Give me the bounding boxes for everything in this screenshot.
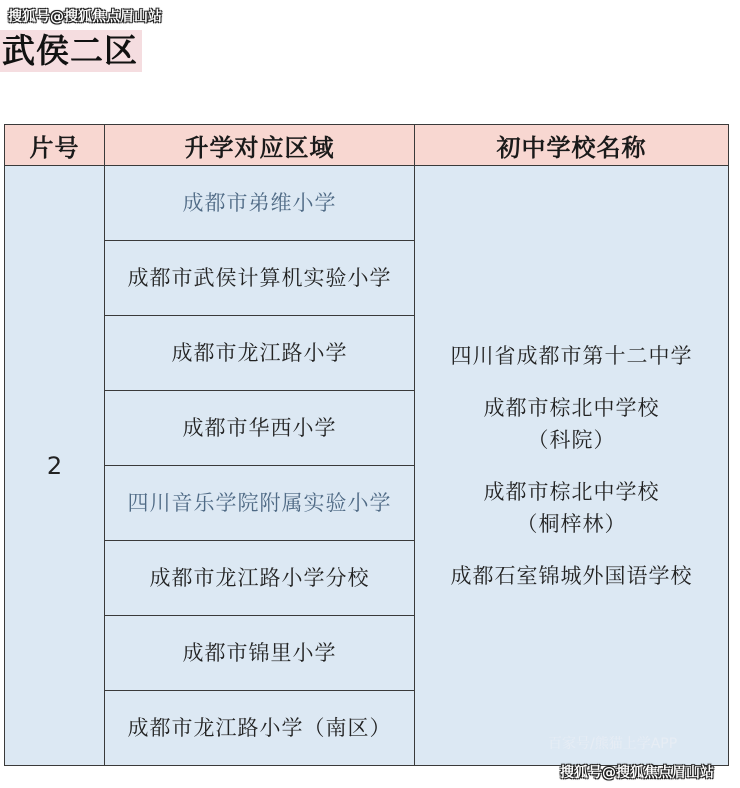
header-school-name: 初中学校名称 <box>415 125 729 166</box>
school-name: 成都石室锦城外国语学校 <box>450 563 693 588</box>
header-zone: 升学对应区域 <box>105 125 415 166</box>
schools-cell <box>415 166 729 766</box>
school-name: 四川省成都市第十二中学 <box>450 343 693 368</box>
school-entry <box>415 560 728 592</box>
table-header-row <box>5 125 729 166</box>
watermark-bottom: 搜狐号@搜狐焦点眉山站 <box>560 765 714 781</box>
table-row <box>5 166 729 241</box>
zone-cell: 成都市华西小学 <box>105 391 415 466</box>
watermark-top: 搜狐号@搜狐焦点眉山站 <box>8 9 162 25</box>
school-entry <box>415 476 728 540</box>
school-entry <box>415 340 728 372</box>
page-title: 武侯二区 <box>0 30 142 72</box>
zone-cell: 成都市弟维小学 <box>105 166 415 241</box>
zone-cell: 成都市龙江路小学（南区） <box>105 691 415 766</box>
zone-cell: 成都市武侯计算机实验小学 <box>105 241 415 316</box>
school-campus: （桐梓林） <box>516 511 627 536</box>
school-name: 成都市棕北中学校 <box>483 479 660 504</box>
school-entry <box>415 392 728 456</box>
app-watermark: 百家号/熊猫上学APP <box>548 736 678 752</box>
header-piece-number: 片号 <box>5 125 105 166</box>
zone-cell: 成都市龙江路小学分校 <box>105 541 415 616</box>
piece-number-cell: 2 <box>5 166 105 766</box>
zone-cell: 成都市锦里小学 <box>105 616 415 691</box>
zone-cell: 四川音乐学院附属实验小学 <box>105 466 415 541</box>
zone-cell: 成都市龙江路小学 <box>105 316 415 391</box>
school-campus: （科院） <box>527 427 616 452</box>
school-zone-table <box>4 124 729 766</box>
school-name: 成都市棕北中学校 <box>483 395 660 420</box>
